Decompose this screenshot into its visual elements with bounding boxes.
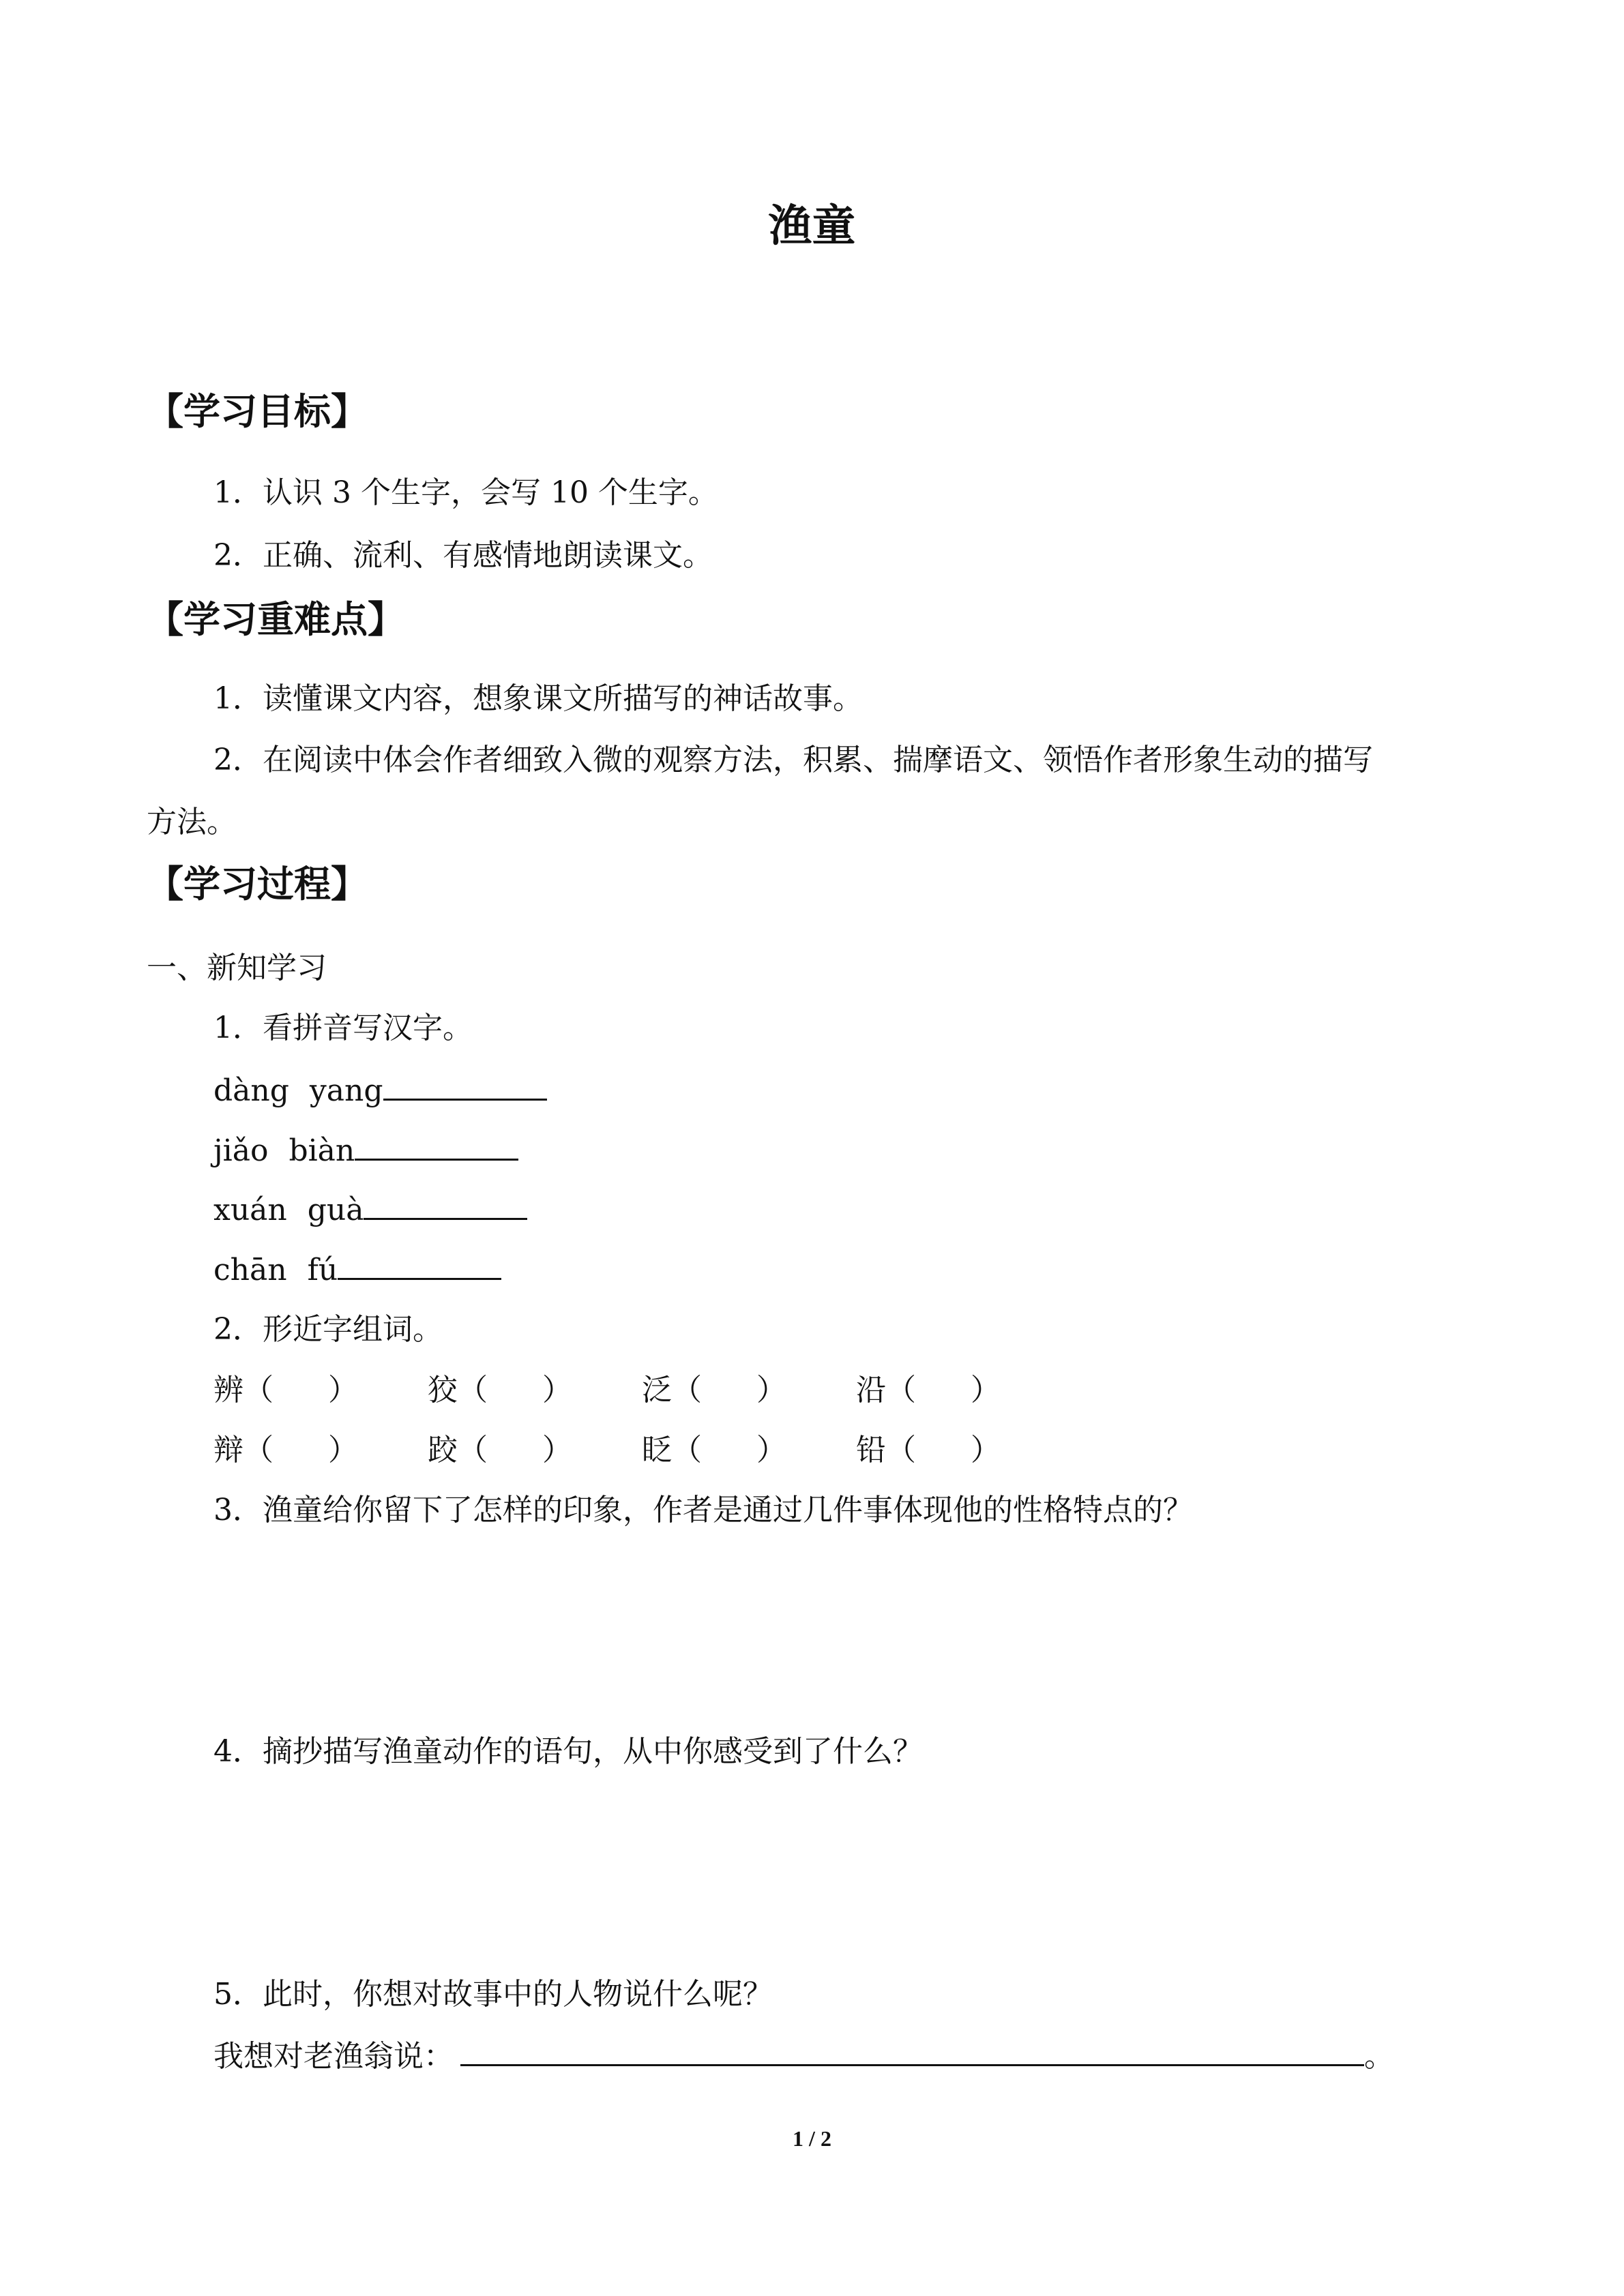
pinyin-a: chān: [213, 1253, 287, 1287]
pinyin-b: yang: [309, 1073, 383, 1108]
pinyin-b: fú: [307, 1253, 338, 1287]
char-item[interactable]: 沿（ ）: [856, 1373, 1001, 1407]
subheading-new-learning: 一、新知学习: [147, 951, 327, 985]
q4-prompt: 4．摘抄描写渔童动作的语句，从中你感受到了什么？: [213, 1734, 923, 1769]
goal-item-1: 1．认识 3 个生字，会写 10 个生字。: [213, 475, 718, 510]
pinyin-row-3: [213, 1195, 527, 1225]
char-item[interactable]: 狡（ ）: [428, 1373, 572, 1407]
pinyin-a: xuán: [213, 1193, 287, 1227]
char-item[interactable]: 辩（ ）: [213, 1433, 358, 1467]
q5-answer-line: [213, 2041, 1394, 2072]
key-point-item-2-cont: 方法。: [147, 805, 237, 839]
char-item[interactable]: 跤（ ）: [428, 1433, 572, 1467]
page-number: 1 / 2: [793, 2126, 831, 2151]
q2-prompt: 2．形近字组词。: [213, 1312, 443, 1347]
key-point-item-2: 2．在阅读中体会作者细致入微的观察方法，积累、揣摩语文、领悟作者形象生动的描写: [213, 743, 1373, 777]
section-heading-key-points: 【学习重难点】: [147, 598, 404, 641]
q3-prompt: 3．渔童给你留下了怎样的印象，作者是通过几件事体现他的性格特点的？: [213, 1493, 1193, 1527]
pinyin-row-2: [213, 1135, 518, 1166]
q1-prompt: 1．看拼音写汉字。: [213, 1011, 473, 1045]
answer-end: 。: [1364, 2039, 1394, 2074]
key-point-item-1: 1．读懂课文内容，想象课文所描写的神话故事。: [213, 681, 863, 716]
pinyin-b: biàn: [289, 1133, 355, 1168]
pinyin-row-1: [213, 1075, 547, 1106]
pinyin-row-4: [213, 1255, 501, 1285]
section-heading-goals: 【学习目标】: [147, 390, 368, 433]
pinyin-b: guà: [307, 1193, 364, 1227]
char-item[interactable]: 辨（ ）: [213, 1373, 358, 1407]
char-item[interactable]: 泛（ ）: [642, 1373, 786, 1407]
char-item[interactable]: 眨（ ）: [642, 1433, 786, 1467]
char-item[interactable]: 铅（ ）: [856, 1433, 1001, 1467]
answer-blank[interactable]: [364, 1195, 527, 1220]
pinyin-a: jiǎo: [213, 1133, 269, 1168]
q5-prompt: 5．此时，你想对故事中的人物说什么呢？: [213, 1977, 773, 2012]
page-title: 渔童: [768, 201, 856, 252]
goal-item-2: 2．正确、流利、有感情地朗读课文。: [213, 538, 713, 573]
answer-blank[interactable]: [460, 2041, 1364, 2066]
answer-label: 我想对老渔翁说：: [213, 2039, 454, 2074]
answer-blank[interactable]: [383, 1075, 547, 1101]
pinyin-a: dàng: [213, 1073, 289, 1108]
answer-blank[interactable]: [338, 1255, 501, 1280]
answer-blank[interactable]: [355, 1135, 518, 1161]
section-heading-process: 【学习过程】: [147, 863, 368, 906]
